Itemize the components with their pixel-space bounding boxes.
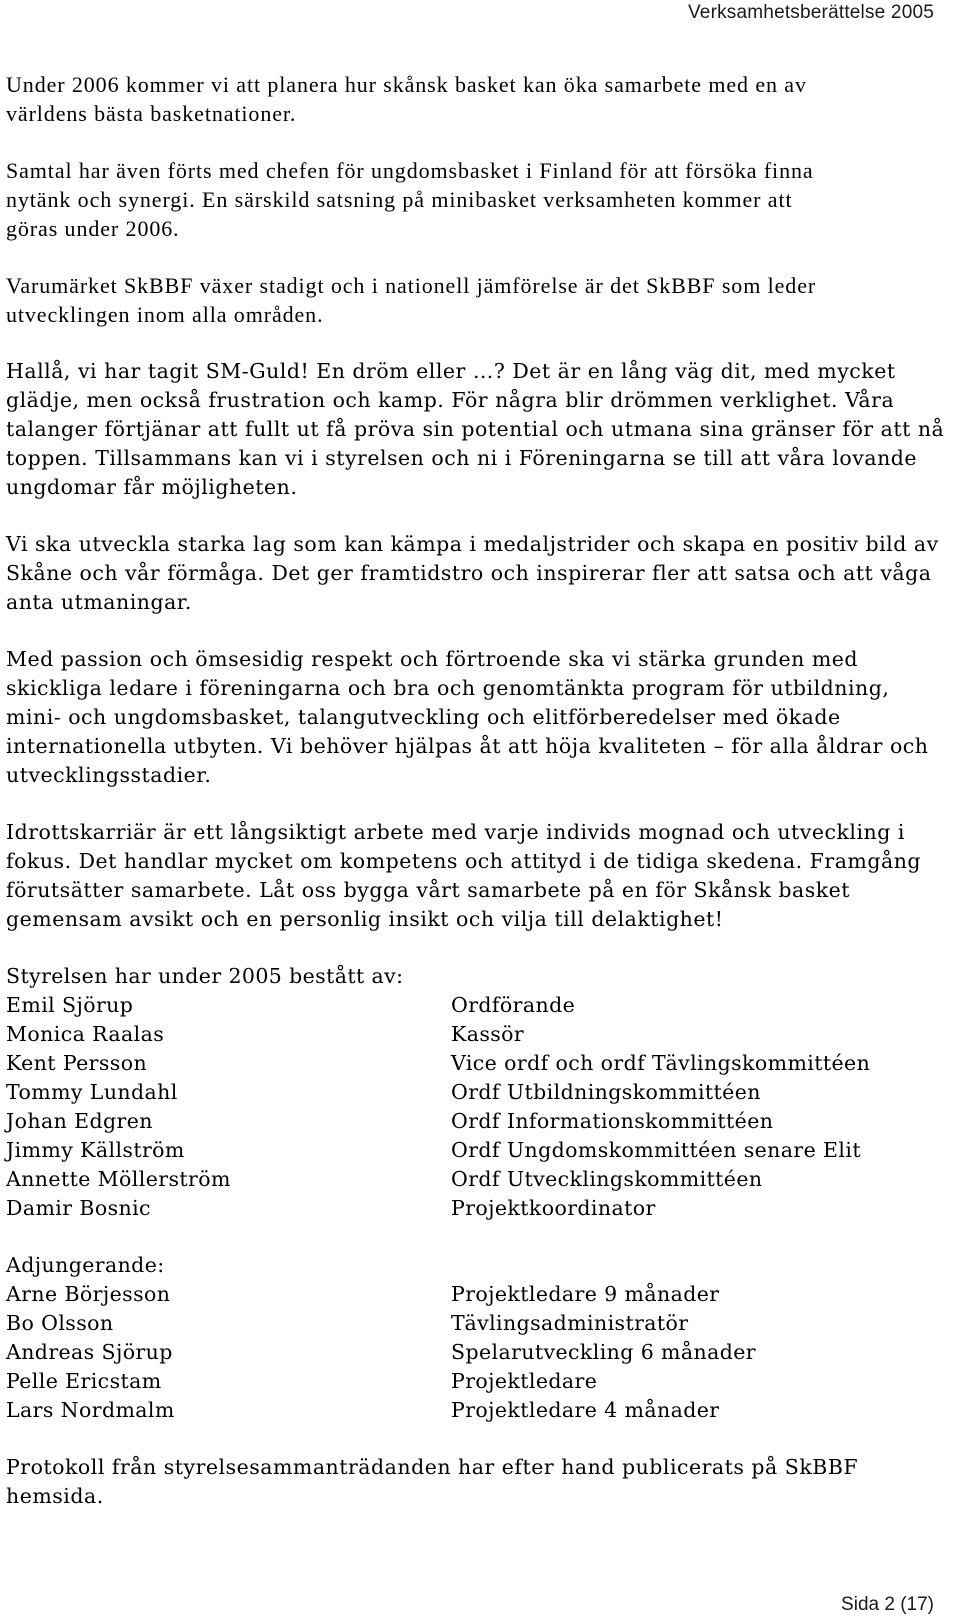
paragraph-basketnationer: [6, 70, 942, 128]
member-row: [6, 991, 942, 1020]
board-members-list: [6, 962, 942, 1223]
member-role: Ordförande: [451, 993, 576, 1017]
paragraph-line: Hallå, vi har tagit SM-Guld! En dröm eller …? Det är en lång väg dit, med mycket: [6, 359, 896, 383]
paragraph-line: skickliga ledare i föreningarna och bra och genomtänkta program för utbildning,: [6, 676, 890, 700]
document-body: [6, 70, 945, 1539]
member-row: [6, 1107, 942, 1136]
member-row: [6, 1049, 942, 1078]
member-role: Projektledare: [451, 1369, 598, 1393]
paragraph-passion: [6, 645, 942, 790]
paragraph-line: glädje, men också frustration och kamp. För några blir drömmen verklighet. Våra: [6, 388, 895, 412]
paragraph-line: Protokoll från styrelsesammanträdanden har efter hand publicerats på SkBBF: [6, 1455, 859, 1479]
member-row: [6, 1078, 942, 1107]
paragraph-line: internationella utbyten. Vi behöver hjälpas åt att höja kvaliteten – för alla åldrar och: [6, 734, 929, 758]
member-role: Projektkoordinator: [451, 1196, 656, 1220]
paragraph-starka-lag: [6, 530, 942, 617]
member-role: Ordf Informationskommittéen: [451, 1109, 774, 1133]
member-row: [6, 1165, 942, 1194]
paragraph-finland: [6, 156, 942, 243]
member-name: Monica Raalas: [6, 1022, 165, 1046]
member-name: Damir Bosnic: [6, 1196, 151, 1220]
paragraph-line: världens bästa basketnationer.: [6, 101, 297, 126]
member-role: Ordf Ungdomskommittéen senare Elit: [451, 1138, 861, 1162]
adjungerande-title: Adjungerande:: [6, 1253, 165, 1277]
paragraph-line: anta utmaningar.: [6, 590, 192, 614]
paragraph-protokoll: [6, 1453, 942, 1511]
paragraph-line: utvecklingen inom alla områden.: [6, 302, 324, 327]
paragraph-idrottskarriar: [6, 818, 942, 934]
paragraph-line: Vi ska utveckla starka lag som kan kämpa i medaljstrider och skapa en positiv bild av: [6, 532, 939, 556]
paragraph-line: talanger förtjänar att fullt ut få pröva sin potential och utmana sina gränser för att nå: [6, 417, 945, 441]
member-role: Spelarutveckling 6 månader: [451, 1340, 756, 1364]
member-name: Emil Sjörup: [6, 993, 134, 1017]
paragraph-line: Skåne och vår förmåga. Det ger framtidstro och inspirerar fler att satsa och att våga: [6, 561, 932, 585]
member-row: [6, 1367, 942, 1396]
paragraph-line: förutsätter samarbete. Låt oss bygga vårt samarbete på en för Skånsk basket: [6, 878, 851, 902]
member-name: Bo Olsson: [6, 1311, 114, 1335]
member-name: Andreas Sjörup: [6, 1340, 173, 1364]
member-name: Lars Nordmalm: [6, 1398, 175, 1422]
member-role: Projektledare 4 månader: [451, 1398, 720, 1422]
adjungerande-list: [6, 1251, 942, 1425]
paragraph-sm-guld: [6, 357, 945, 502]
paragraph-line: Samtal har även förts med chefen för ungdomsbasket i Finland för att försöka finna: [6, 158, 814, 183]
member-name: Tommy Lundahl: [6, 1080, 178, 1104]
member-role: Projektledare 9 månader: [451, 1282, 720, 1306]
paragraph-line: mini- och ungdomsbasket, talangutveckling och elitförberedelser med ökade: [6, 705, 841, 729]
member-role: Vice ordf och ordf Tävlingskommittéen: [451, 1051, 871, 1075]
paragraph-varumarket: [6, 271, 942, 329]
page-number: Sida 2 (17): [841, 1594, 934, 1615]
document-header-title: Verksamhetsberättelse 2005: [687, 2, 934, 23]
member-row: [6, 1136, 942, 1165]
member-row: [6, 1020, 942, 1049]
member-role: Kassör: [451, 1022, 525, 1046]
board-title: Styrelsen har under 2005 bestått av:: [6, 964, 404, 988]
member-name: Pelle Ericstam: [6, 1369, 162, 1393]
member-role: Ordf Utvecklingskommittéen: [451, 1167, 763, 1191]
member-role: Ordf Utbildningskommittéen: [451, 1080, 761, 1104]
paragraph-line: ungdomar får möjligheten.: [6, 475, 298, 499]
paragraph-line: gemensam avsikt och en personlig insikt och vilja till delaktighet!: [6, 907, 724, 931]
member-name: Annette Möllerström: [6, 1167, 231, 1191]
member-name: Arne Börjesson: [6, 1282, 171, 1306]
paragraph-line: toppen. Tillsammans kan vi i styrelsen och ni i Föreningarna se till att våra lovande: [6, 446, 918, 470]
member-row: [6, 1194, 942, 1223]
paragraph-line: göras under 2006.: [6, 216, 180, 241]
paragraph-line: fokus. Det handlar mycket om kompetens och attityd i de tidiga skedena. Framgång: [6, 849, 922, 873]
member-row: [6, 1280, 942, 1309]
member-row: [6, 1396, 942, 1425]
member-row: [6, 1309, 942, 1338]
member-row: [6, 1338, 942, 1367]
paragraph-line: Varumärket SkBBF växer stadigt och i nationell jämförelse är det SkBBF som leder: [6, 273, 817, 298]
member-name: Johan Edgren: [6, 1109, 153, 1133]
member-name: Jimmy Källström: [6, 1138, 185, 1162]
member-role: Tävlingsadministratör: [451, 1311, 689, 1335]
paragraph-line: Idrottskarriär är ett långsiktigt arbete med varje individs mognad och utveckling i: [6, 820, 905, 844]
paragraph-line: nytänk och synergi. En särskild satsning på minibasket verksamheten kommer att: [6, 187, 793, 212]
paragraph-line: Under 2006 kommer vi att planera hur skånsk basket kan öka samarbete med en av: [6, 72, 807, 97]
paragraph-line: Med passion och ömsesidig respekt och förtroende ska vi stärka grunden med: [6, 647, 859, 671]
member-name: Kent Persson: [6, 1051, 148, 1075]
paragraph-line: utvecklingsstadier.: [6, 763, 212, 787]
paragraph-line: hemsida.: [6, 1484, 104, 1508]
